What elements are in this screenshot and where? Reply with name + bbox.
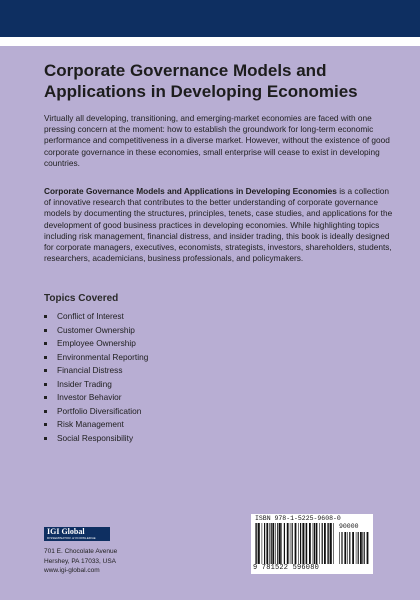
top-white-strip xyxy=(0,37,420,46)
description-paragraph-1: Virtually all developing, transitioning, and emerging-market economies are faced with one pressing concern at the moment: how to establish the groundwork for long-term economic performance and competitiveness in a diverse market. However, without the existence of good corporate governance in these economies, small enterprise will cease to exist in developing countries. xyxy=(44,113,390,168)
description-paragraph-2-title: Corporate Governance Models and Applications in Developing Economies xyxy=(44,186,337,196)
barcode-bar xyxy=(262,523,263,564)
barcode-bar xyxy=(306,523,307,564)
barcode-bar xyxy=(362,532,363,564)
barcode-bar xyxy=(319,523,320,564)
barcode-bar xyxy=(292,523,293,564)
topic-item xyxy=(44,432,148,446)
barcode-bar xyxy=(349,532,350,564)
topic-label: Portfolio Diversification xyxy=(57,405,142,416)
barcode-bar xyxy=(290,523,291,564)
barcode-bar xyxy=(314,523,315,564)
barcode-bar xyxy=(275,523,276,564)
barcode-bar xyxy=(272,523,274,564)
address-line-1: 701 E. Chocolate Avenue xyxy=(44,548,118,555)
bullet-icon xyxy=(44,383,47,386)
description-paragraph-2 xyxy=(44,186,398,264)
topic-label: Financial Distress xyxy=(57,365,123,375)
barcode-bar xyxy=(295,523,297,564)
topic-item xyxy=(44,391,148,405)
barcode-bars xyxy=(255,523,335,564)
topic-item xyxy=(44,324,148,338)
topic-label: Customer Ownership xyxy=(57,324,135,335)
barcode-bar xyxy=(367,532,369,564)
barcode-bar xyxy=(328,523,329,564)
topic-item xyxy=(44,351,148,365)
barcode-bar xyxy=(281,523,282,564)
barcode-bar xyxy=(264,523,265,564)
barcode-bar xyxy=(300,523,301,564)
publisher-logo-tagline: DISSEMINATOR of KNOWLEDGE xyxy=(47,536,96,540)
topic-label: Conflict of Interest xyxy=(57,311,124,321)
barcode-bar xyxy=(313,523,314,564)
topic-item xyxy=(44,378,148,392)
barcode-bar xyxy=(356,532,357,564)
bullet-icon xyxy=(44,437,47,440)
isbn-text: ISBN 978-1-5225-9608-0 xyxy=(255,515,341,522)
topic-item xyxy=(44,337,148,351)
barcode-bar xyxy=(279,523,281,564)
barcode-bar xyxy=(327,523,328,564)
book-title-line2: Applications in Developing Economies xyxy=(44,82,358,101)
barcode-bar xyxy=(333,523,334,564)
barcode-bar xyxy=(358,532,359,564)
topic-label: Social Responsibility xyxy=(57,432,134,443)
barcode-bar xyxy=(330,523,332,564)
barcode-bar xyxy=(347,532,348,564)
barcode-digits: 9 781522 596080 xyxy=(253,564,320,572)
bullet-icon xyxy=(44,342,47,345)
barcode-box xyxy=(251,514,373,574)
barcode-bar xyxy=(266,523,268,564)
bullet-icon xyxy=(44,410,47,413)
barcode-bar xyxy=(309,523,311,564)
barcode-bar xyxy=(271,523,272,564)
bullet-icon xyxy=(44,315,47,318)
topic-item xyxy=(44,418,148,432)
publisher-address xyxy=(44,547,117,576)
description-paragraph-2-body: is a collection of innovative research that contributes to the better understanding of corporate governance models by documenting the structures, principles, tenets, case studies, and applications for the development of good business practices in developing economies. While highlighting topics including risk management, financial distress, and insider trading, this book is ideally designed for corporate managers, executives, economists, strategists, investors, shareholders, students, researchers, academicians, business professionals, and policymakers. xyxy=(44,186,393,264)
barcode-bar xyxy=(269,523,270,564)
bullet-icon xyxy=(44,423,47,426)
topics-list xyxy=(44,310,148,445)
barcode-bar xyxy=(322,523,323,564)
topic-item xyxy=(44,364,148,378)
bullet-icon xyxy=(44,329,47,332)
barcode-bar xyxy=(360,532,362,564)
barcode-bar xyxy=(324,523,326,564)
barcode-bar xyxy=(352,532,354,564)
barcode-bar xyxy=(298,523,299,564)
topic-label: Environmental Reporting xyxy=(57,351,149,362)
publisher-logo-name: IGI Global xyxy=(47,527,85,536)
barcode-bar xyxy=(305,523,306,564)
top-color-band xyxy=(0,0,420,37)
publisher-logo xyxy=(44,527,110,541)
barcode-bar xyxy=(277,523,278,564)
barcode-bar xyxy=(255,523,256,564)
book-title-line1: Corporate Governance Models and xyxy=(44,61,327,80)
book-title xyxy=(44,60,394,102)
publisher-website: www.igi-global.com xyxy=(44,567,100,574)
price-code: 90000 xyxy=(339,523,359,530)
barcode-bar xyxy=(302,523,304,564)
barcode-bar xyxy=(284,523,285,564)
address-line-2: Hershey, PA 17033, USA xyxy=(44,557,117,565)
topic-label: Risk Management xyxy=(57,419,124,429)
barcode-bar xyxy=(316,523,318,564)
barcode-bar xyxy=(256,523,257,564)
barcode-bar xyxy=(258,523,260,564)
topic-label: Insider Trading xyxy=(57,378,112,389)
topic-label: Employee Ownership xyxy=(57,338,136,348)
barcode-bar xyxy=(344,532,346,564)
bullet-icon xyxy=(44,369,47,372)
addon-barcode-bars xyxy=(339,532,369,564)
barcode-bar xyxy=(339,532,340,564)
topic-label: Investor Behavior xyxy=(57,392,122,402)
topic-item xyxy=(44,310,148,324)
bullet-icon xyxy=(44,356,47,359)
topics-heading: Topics Covered xyxy=(44,293,119,304)
bullet-icon xyxy=(44,396,47,399)
barcode-bar xyxy=(364,532,365,564)
barcode-bar xyxy=(341,532,342,564)
barcode-bar xyxy=(287,523,289,564)
topic-item xyxy=(44,405,148,419)
